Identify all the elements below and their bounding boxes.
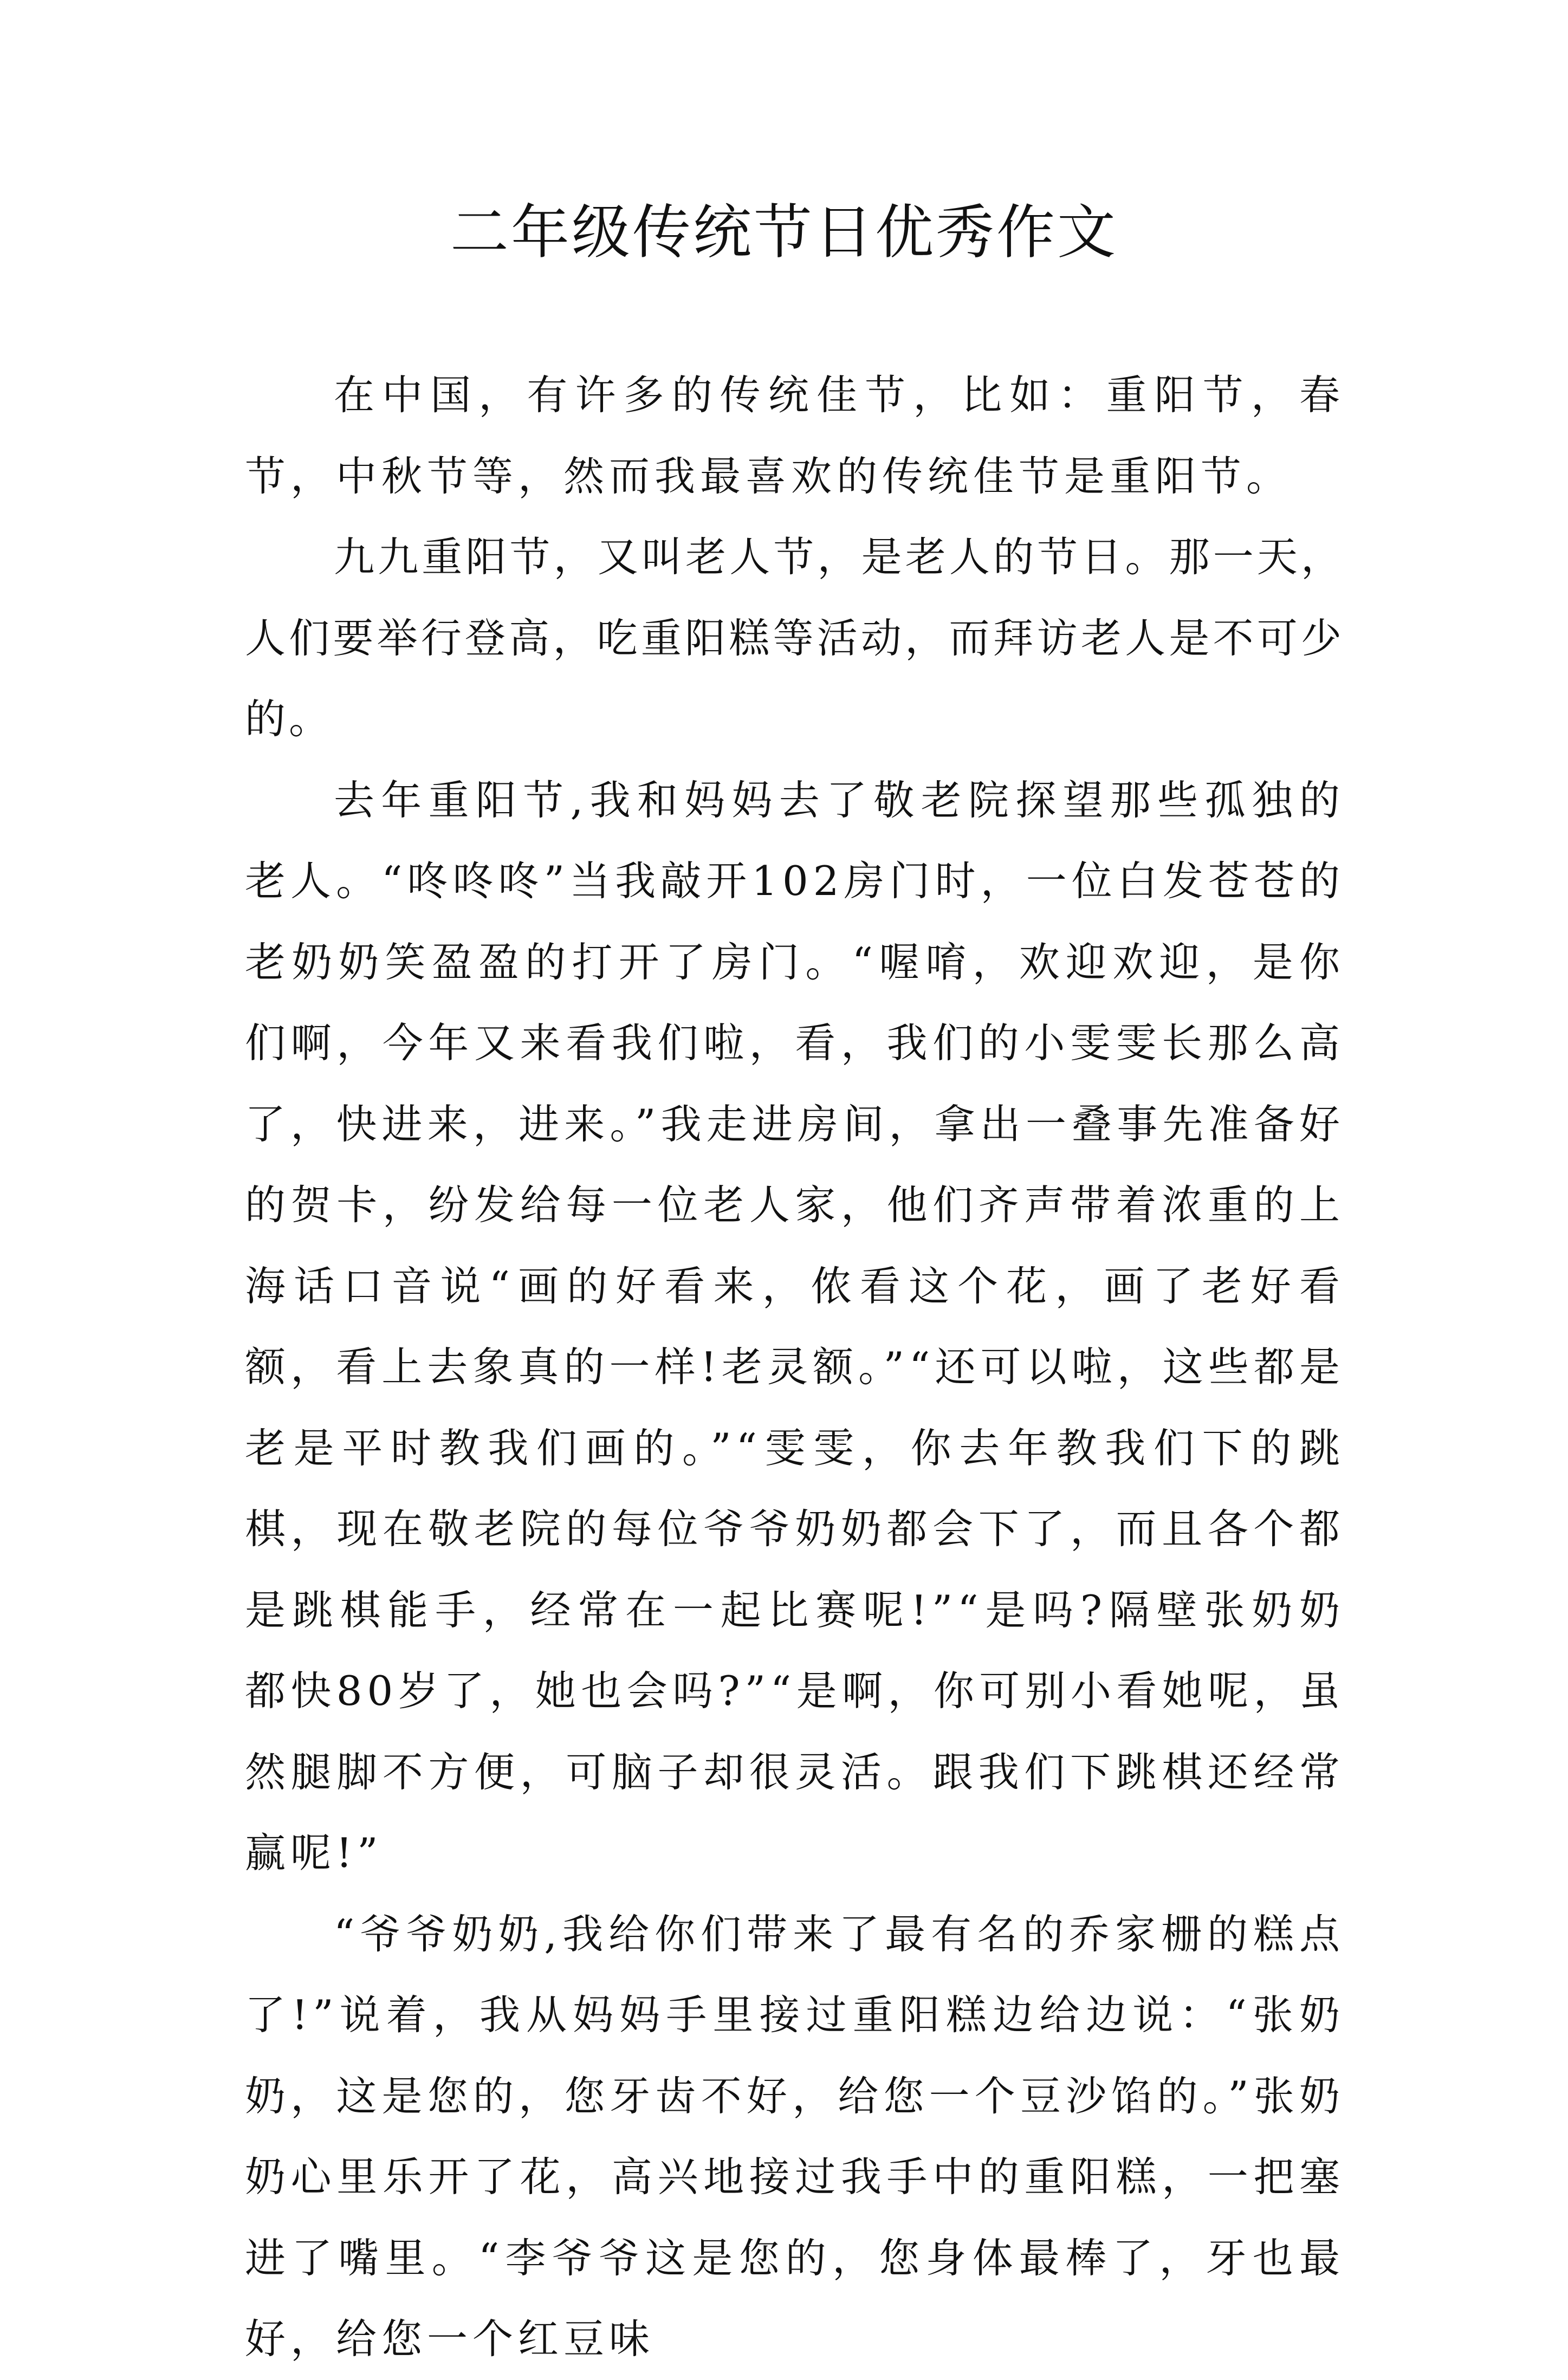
paragraph-2: 九九重阳节，又叫老人节，是老人的节日。那一天，人们要举行登高，吃重阳糕等活动，而拜访老人是不可少的。 — [245, 533, 1345, 743]
paragraph-4: “爷爷奶奶,我给你们带来了最有名的乔家栅的糕点了!”说着，我从妈妈手里接过重阳糕边给边说：“张奶奶，这是您的，您牙齿不好，给您一个豆沙馅的。”张奶奶心里乐开了花，高兴地接过我手中的重阳糕，一把塞进了嘴里。“李爷爷这是您的，您身体最棒了，牙也最好，给您一个红豆味 — [245, 1910, 1345, 2363]
document-body — [245, 355, 1345, 2380]
paragraph-1: 在中国，有许多的传统佳节，比如：重阳节，春节，中秋节等，然而我最喜欢的传统佳节是重阳节。 — [245, 371, 1345, 500]
document-title: 二年级传统节日优秀作文 — [450, 199, 1118, 267]
paragraph-3: 去年重阳节,我和妈妈去了敬老院探望那些孤独的老人。“咚咚咚”当我敲开102房门时，一位白发苍苍的老奶奶笑盈盈的打开了房门。“喔唷，欢迎欢迎，是你们啊，今年又来看我们啦，看，我们的小雯雯长那么高了，快进来，进来。”我走进房间，拿出一叠事先准备好的贺卡，纷发给每一位老人家，他们齐声带着浓重的上海话口音说“画的好看来，侬看这个花，画了老好看额，看上去象真的一样!老灵额。”“还可以啦，这些都是老是平时教我们画的。”“雯雯，你去年教我们下的跳棋，现在敬老院的每位爷爷奶奶都会下了，而且各个都是跳棋能手，经常在一起比赛呢!”“是吗?隔壁张奶奶都快80岁了，她也会吗?”“是啊，你可别小看她呢，虽然腿脚不方便，可脑子却很灵活。跟我们下跳棋还经常赢呢!” — [245, 776, 1345, 1877]
